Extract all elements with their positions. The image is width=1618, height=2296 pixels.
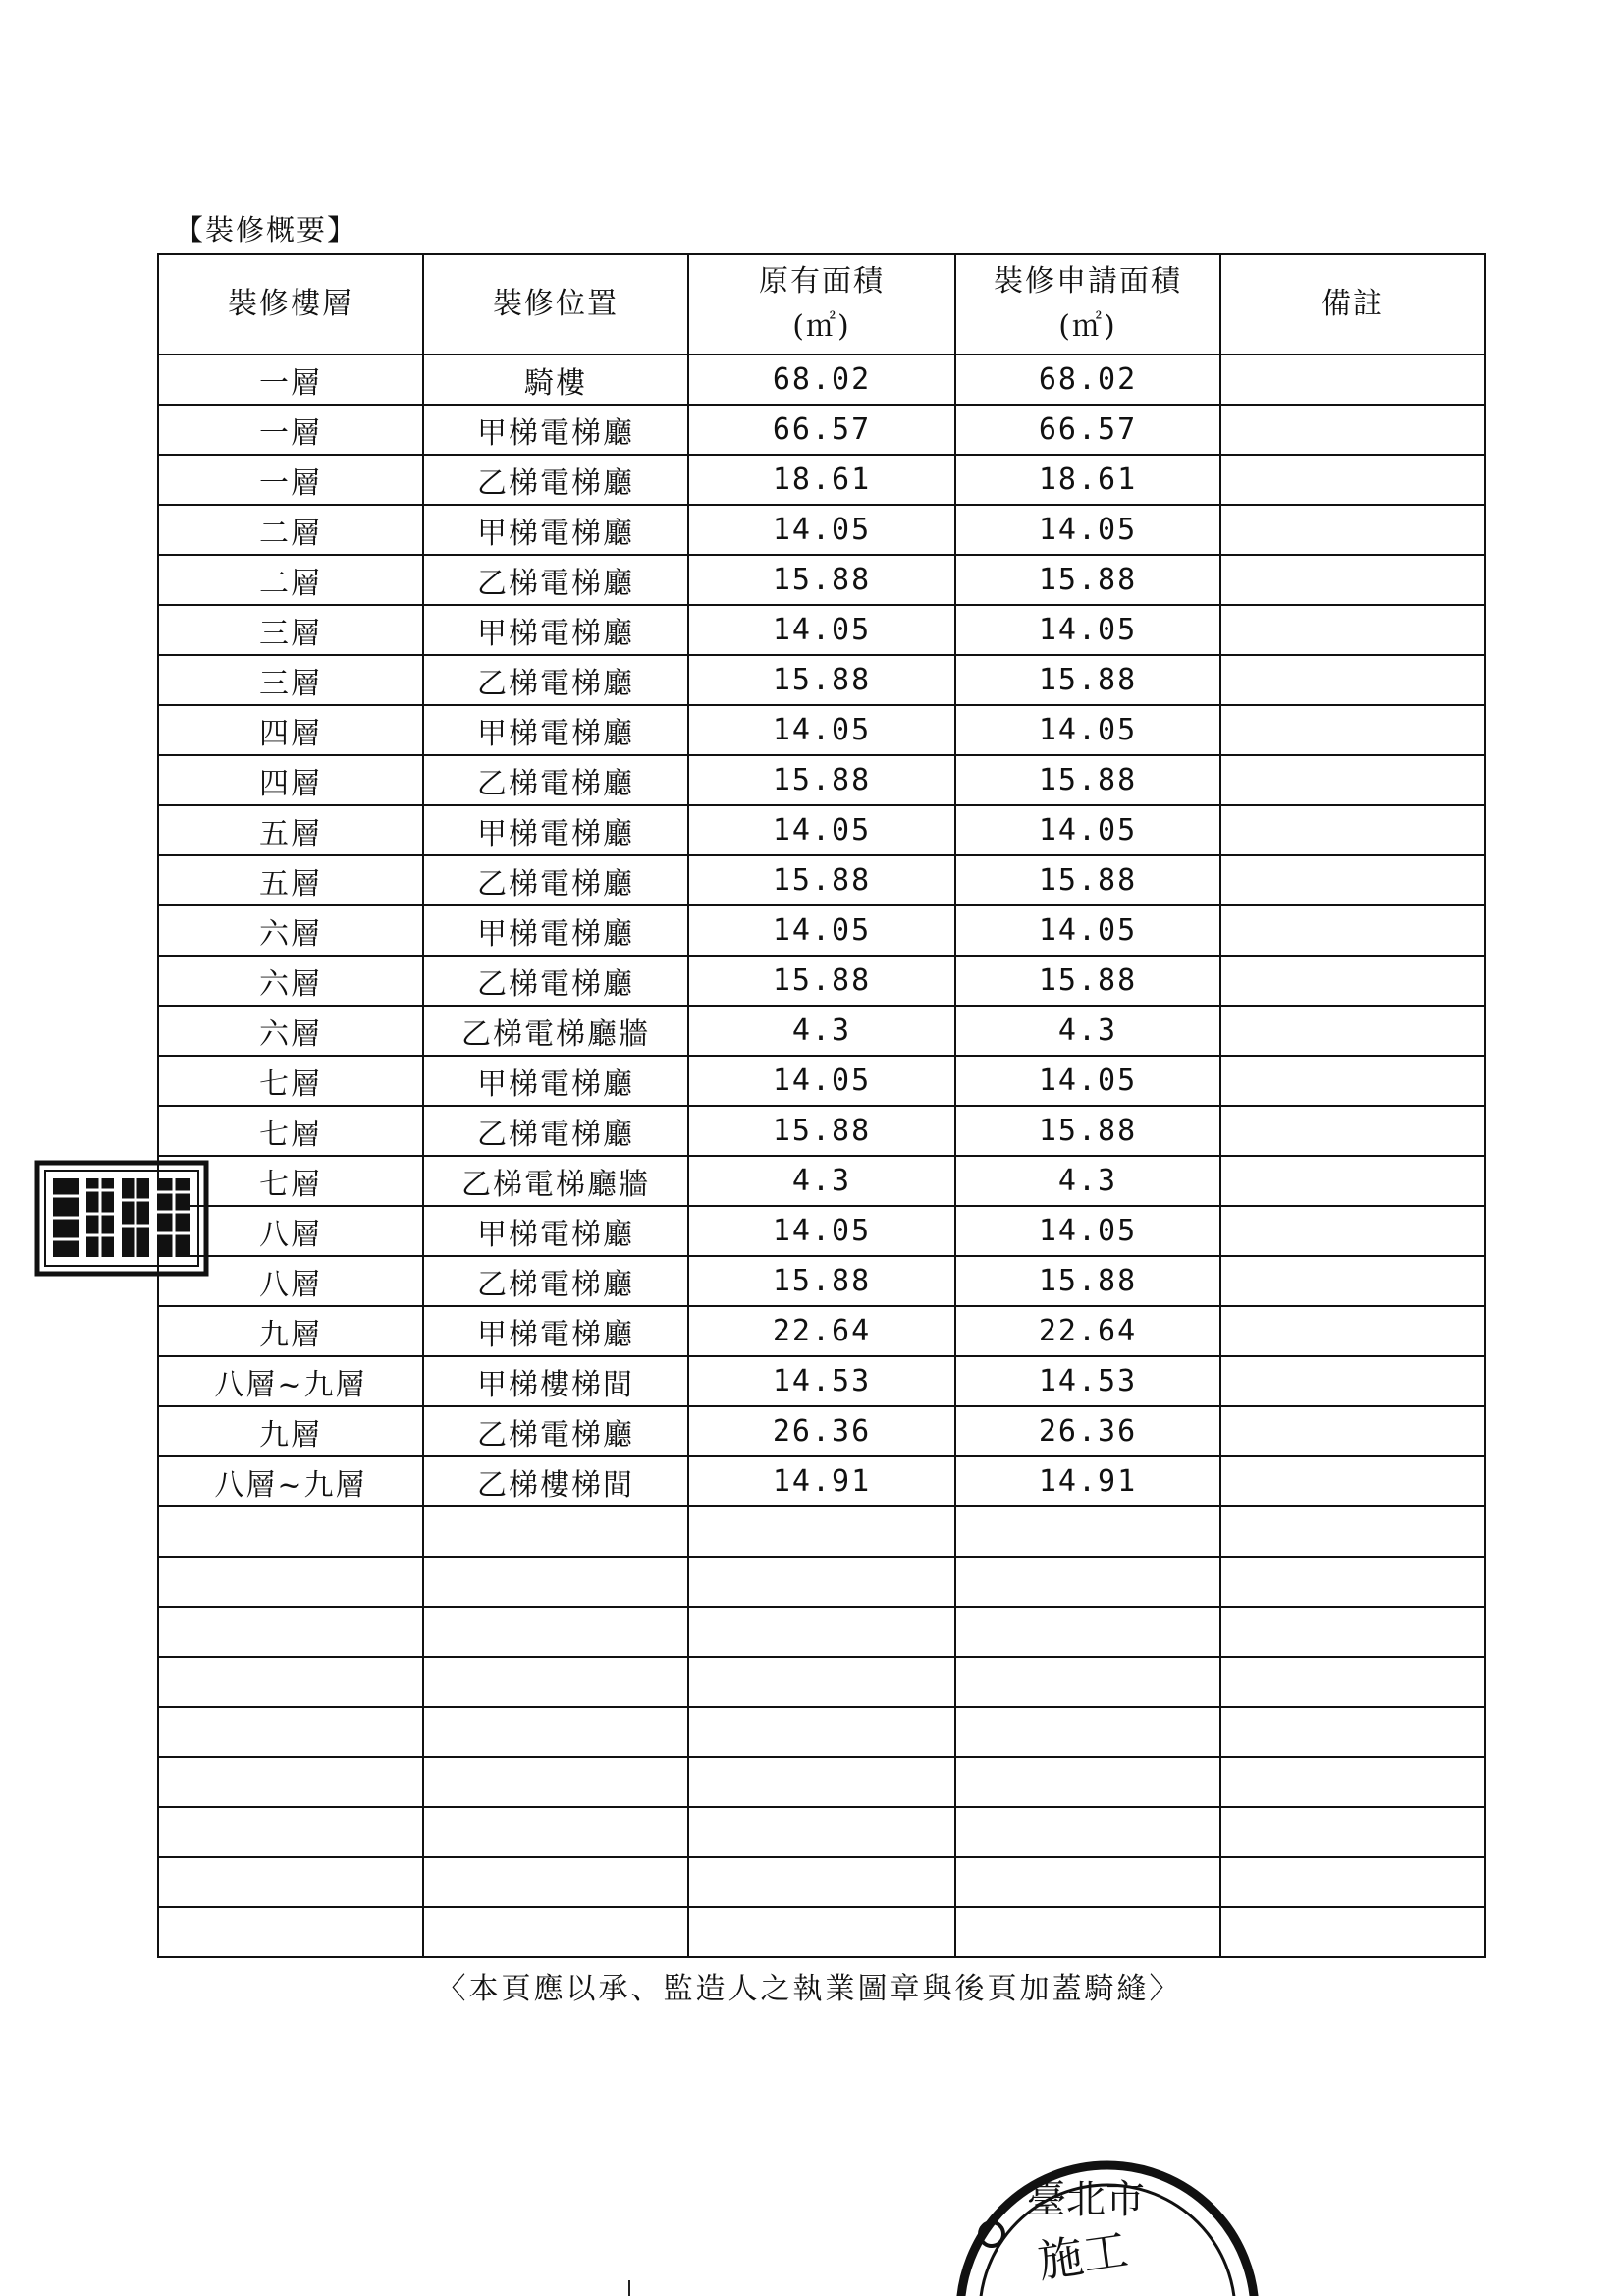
original-area-cell: 68.02 [688,355,955,405]
floor-cell: 八層 [158,1206,423,1256]
table-row [158,855,1485,905]
applied-area-cell [955,1907,1220,1957]
original-area-cell: 26.36 [688,1406,955,1456]
remark-cell [1220,905,1485,956]
applied-area-cell [955,1607,1220,1657]
floor-cell: 九層 [158,1406,423,1456]
original-area-cell: 14.05 [688,1206,955,1256]
remark-cell [1220,1206,1485,1256]
location-cell [423,1557,688,1607]
remark-cell [1220,1456,1485,1506]
applied-area-cell: 14.05 [955,505,1220,555]
table-row [158,805,1485,855]
applied-area-cell: 4.3 [955,1006,1220,1056]
header-remarks: 備註 [1220,254,1485,355]
applied-area-cell [955,1757,1220,1807]
floor-cell: 四層 [158,755,423,805]
location-cell: 乙梯電梯廳 [423,755,688,805]
remark-cell [1220,505,1485,555]
applied-area-cell: 15.88 [955,855,1220,905]
header-applied-area-unit: (㎡) [1058,309,1117,344]
table-row [158,1807,1485,1857]
table-row [158,1356,1485,1406]
applied-area-cell: 14.05 [955,905,1220,956]
location-cell [423,1907,688,1957]
scan-mark [628,2280,630,2296]
table-row [158,755,1485,805]
original-area-cell [688,1857,955,1907]
location-cell: 甲梯電梯廳 [423,905,688,956]
applied-area-cell [955,1707,1220,1757]
floor-cell: 六層 [158,1006,423,1056]
original-area-cell [688,1607,955,1657]
applied-area-cell: 14.05 [955,1056,1220,1106]
floor-cell [158,1557,423,1607]
location-cell: 甲梯電梯廳 [423,605,688,655]
table-row [158,1306,1485,1356]
floor-cell [158,1857,423,1907]
applied-area-cell: 66.57 [955,405,1220,455]
location-cell: 乙梯電梯廳 [423,655,688,705]
round-stamp-text: 臺北市 [1027,2177,1145,2222]
location-cell [423,1857,688,1907]
header-original-area [688,254,955,355]
footer-note: 〈本頁應以承、監造人之執業圖章與後頁加蓋騎縫〉 [436,1972,1182,2006]
applied-area-cell: 14.53 [955,1356,1220,1406]
original-area-cell: 14.05 [688,905,955,956]
remark-cell [1220,1707,1485,1757]
remark-cell [1220,1056,1485,1106]
original-area-cell [688,1807,955,1857]
floor-cell [158,1807,423,1857]
floor-cell: 一層 [158,455,423,505]
location-cell: 乙梯樓梯間 [423,1456,688,1506]
floor-cell [158,1607,423,1657]
table-row [158,1156,1485,1206]
table-row [158,555,1485,605]
original-area-cell [688,1707,955,1757]
applied-area-cell: 14.05 [955,805,1220,855]
original-area-cell: 15.88 [688,1256,955,1306]
floor-cell: 四層 [158,705,423,755]
original-area-cell: 15.88 [688,1106,955,1156]
applied-area-cell: 15.88 [955,1106,1220,1156]
remark-cell [1220,655,1485,705]
table-row [158,705,1485,755]
location-cell: 騎樓 [423,355,688,405]
square-seal-stamp-icon [33,1157,210,1280]
applied-area-cell: 14.05 [955,605,1220,655]
table-row [158,605,1485,655]
remark-cell [1220,1757,1485,1807]
remark-cell [1220,605,1485,655]
remark-cell [1220,805,1485,855]
round-official-stamp-icon [950,2126,1265,2296]
location-cell: 甲梯電梯廳 [423,1306,688,1356]
table-row [158,1206,1485,1256]
table-row [158,1256,1485,1306]
remark-cell [1220,1907,1485,1957]
remark-cell [1220,1406,1485,1456]
table-row [158,1907,1485,1957]
table-row [158,1857,1485,1907]
floor-cell [158,1907,423,1957]
location-cell [423,1807,688,1857]
table-row [158,1757,1485,1807]
original-area-cell [688,1757,955,1807]
floor-cell [158,1707,423,1757]
applied-area-cell: 15.88 [955,655,1220,705]
applied-area-cell: 26.36 [955,1406,1220,1456]
floor-cell: 六層 [158,956,423,1006]
floor-cell: 七層 [158,1056,423,1106]
table-row [158,1406,1485,1456]
remark-cell [1220,755,1485,805]
original-area-cell: 14.05 [688,1056,955,1106]
remark-cell [1220,956,1485,1006]
floor-cell: 二層 [158,505,423,555]
floor-cell: 五層 [158,805,423,855]
applied-area-cell [955,1657,1220,1707]
remark-cell [1220,1607,1485,1657]
applied-area-cell: 22.64 [955,1306,1220,1356]
applied-area-cell: 14.05 [955,705,1220,755]
location-cell: 乙梯電梯廳 [423,455,688,505]
original-area-cell: 14.05 [688,505,955,555]
location-cell [423,1657,688,1707]
original-area-cell: 22.64 [688,1306,955,1356]
applied-area-cell: 15.88 [955,956,1220,1006]
location-cell: 甲梯電梯廳 [423,505,688,555]
location-cell: 乙梯電梯廳 [423,1256,688,1306]
applied-area-cell: 4.3 [955,1156,1220,1206]
remark-cell [1220,705,1485,755]
location-cell: 乙梯電梯廳 [423,555,688,605]
original-area-cell [688,1506,955,1557]
location-cell: 乙梯電梯廳 [423,1406,688,1456]
floor-cell [158,1657,423,1707]
original-area-cell [688,1557,955,1607]
location-cell: 乙梯電梯廳 [423,1106,688,1156]
location-cell: 乙梯電梯廳牆 [423,1006,688,1056]
applied-area-cell: 15.88 [955,755,1220,805]
table-row [158,905,1485,956]
header-location: 裝修位置 [423,254,688,355]
location-cell: 甲梯電梯廳 [423,705,688,755]
remark-cell [1220,1256,1485,1306]
section-title: 【裝修概要】 [175,213,358,246]
floor-cell: 七層 [158,1106,423,1156]
original-area-cell: 14.53 [688,1356,955,1406]
table-row [158,1607,1485,1657]
applied-area-cell: 15.88 [955,555,1220,605]
floor-cell: 九層 [158,1306,423,1356]
floor-cell [158,1506,423,1557]
table-row [158,405,1485,455]
original-area-cell: 18.61 [688,455,955,505]
location-cell [423,1707,688,1757]
header-floor: 裝修樓層 [158,254,423,355]
original-area-cell: 15.88 [688,655,955,705]
location-cell: 甲梯樓梯間 [423,1356,688,1406]
location-cell: 甲梯電梯廳 [423,405,688,455]
table-body [158,355,1485,1957]
table-row [158,1056,1485,1106]
location-cell [423,1757,688,1807]
remark-cell [1220,455,1485,505]
round-stamp-text-2: 施工 [1034,2222,1132,2288]
table-row [158,355,1485,405]
table-row [158,1707,1485,1757]
floor-cell: 八層~九層 [158,1356,423,1406]
applied-area-cell [955,1857,1220,1907]
applied-area-cell: 14.91 [955,1456,1220,1506]
original-area-cell [688,1657,955,1707]
remark-cell [1220,1106,1485,1156]
remark-cell [1220,855,1485,905]
location-cell: 乙梯電梯廳 [423,855,688,905]
location-cell: 甲梯電梯廳 [423,1206,688,1256]
original-area-cell: 14.05 [688,805,955,855]
table-header-row [158,254,1485,355]
table-row [158,1657,1485,1707]
floor-cell: 八層~九層 [158,1456,423,1506]
original-area-cell: 15.88 [688,855,955,905]
location-cell: 甲梯電梯廳 [423,1056,688,1106]
remark-cell [1220,355,1485,405]
original-area-cell: 15.88 [688,956,955,1006]
original-area-cell: 14.05 [688,605,955,655]
floor-cell: 三層 [158,655,423,705]
original-area-cell: 66.57 [688,405,955,455]
floor-cell: 一層 [158,355,423,405]
applied-area-cell [955,1506,1220,1557]
floor-cell: 一層 [158,405,423,455]
floor-cell: 八層 [158,1256,423,1306]
location-cell: 乙梯電梯廳 [423,956,688,1006]
location-cell: 甲梯電梯廳 [423,805,688,855]
remark-cell [1220,1657,1485,1707]
applied-area-cell [955,1557,1220,1607]
remark-cell [1220,1557,1485,1607]
original-area-cell: 14.05 [688,705,955,755]
remark-cell [1220,1156,1485,1206]
remark-cell [1220,405,1485,455]
original-area-cell: 4.3 [688,1156,955,1206]
original-area-cell: 15.88 [688,755,955,805]
table-row [158,1106,1485,1156]
floor-cell: 七層 [158,1156,423,1206]
location-cell: 乙梯電梯廳牆 [423,1156,688,1206]
table-row [158,1456,1485,1506]
original-area-cell: 14.91 [688,1456,955,1506]
remark-cell [1220,555,1485,605]
floor-cell: 五層 [158,855,423,905]
remark-cell [1220,1857,1485,1907]
table-row [158,505,1485,555]
original-area-cell: 4.3 [688,1006,955,1056]
table-row [158,655,1485,705]
remark-cell [1220,1306,1485,1356]
floor-cell: 三層 [158,605,423,655]
table-row [158,1506,1485,1557]
location-cell [423,1607,688,1657]
remark-cell [1220,1807,1485,1857]
original-area-cell [688,1907,955,1957]
floor-cell: 二層 [158,555,423,605]
table-row [158,1557,1485,1607]
floor-cell: 六層 [158,905,423,956]
remark-cell [1220,1356,1485,1406]
header-original-area-unit: (㎡) [792,309,851,344]
renovation-summary-table [157,253,1486,1958]
location-cell [423,1506,688,1557]
applied-area-cell: 18.61 [955,455,1220,505]
applied-area-cell: 68.02 [955,355,1220,405]
applied-area-cell: 15.88 [955,1256,1220,1306]
table-row [158,1006,1485,1056]
original-area-cell: 15.88 [688,555,955,605]
applied-area-cell [955,1807,1220,1857]
table-row [158,455,1485,505]
remark-cell [1220,1506,1485,1557]
header-applied-area [955,254,1220,355]
remark-cell [1220,1006,1485,1056]
floor-cell [158,1757,423,1807]
applied-area-cell: 14.05 [955,1206,1220,1256]
header-applied-area-label: 裝修申請面積 [994,264,1182,299]
table-row [158,956,1485,1006]
header-original-area-label: 原有面積 [759,264,885,299]
